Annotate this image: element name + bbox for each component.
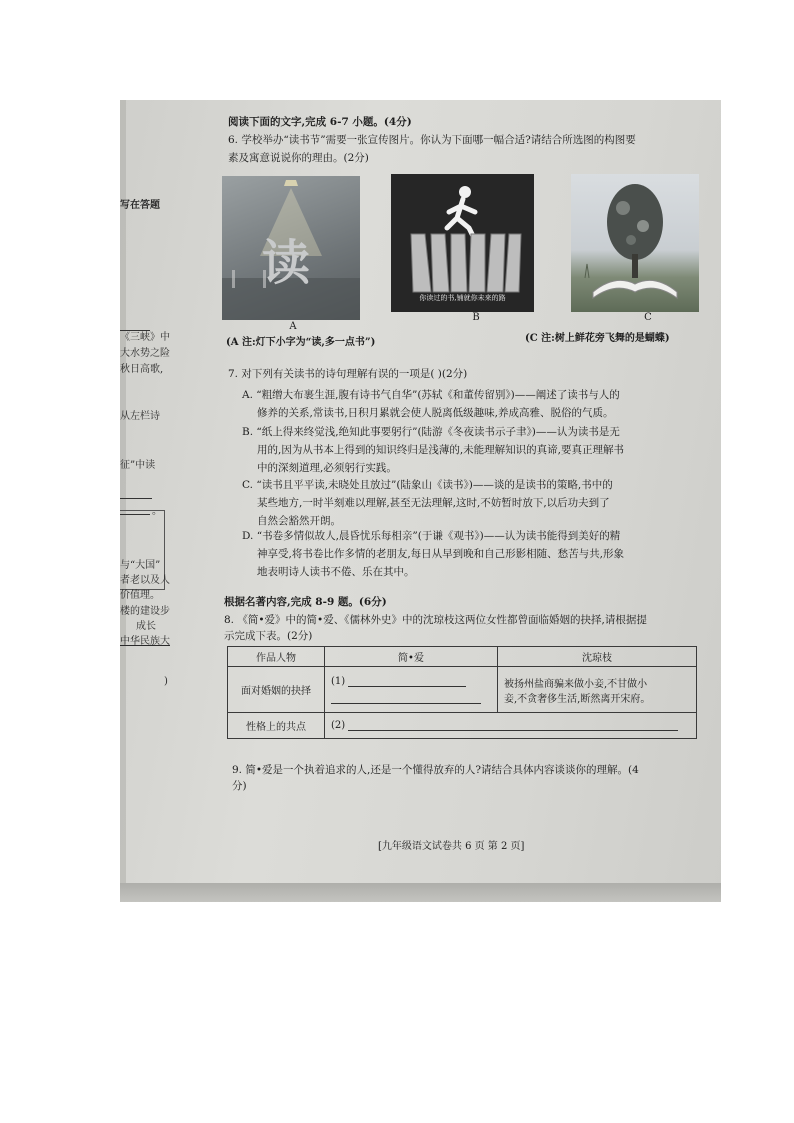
- option-a: A. “粗缯大布裹生涯,腹有诗书气自华”(苏轼《和董传留别》)——阐述了读书与人的 修养的关系,常读书,日积月累就会使人脱离低级趣味,养成高雅、脱俗的气质。: [242, 389, 620, 419]
- question-7-stem: 7. 对下列有关读书的诗句理解有误的一项是( )(2分): [228, 368, 468, 380]
- question-6-text-cont: 素及寓意说说你的理由。(2分): [228, 152, 369, 164]
- margin-fragment: 写在答题: [120, 200, 160, 211]
- question-8-text: 8. 《简•爱》中的简•爱、《儒林外史》中的沈琼枝这两位女性都曾面临婚姻的抉择,请根据提: [224, 614, 647, 626]
- question-9-text-cont: 分): [232, 780, 247, 792]
- poster-b-caption: 你读过的书,铺就你未来的路: [419, 294, 506, 302]
- margin-fragment: 大水势之险: [120, 348, 170, 359]
- margin-fragment: 秋日高歌,: [120, 364, 164, 375]
- margin-fragment: 成长: [136, 621, 156, 632]
- answer-blank-2[interactable]: (2): [325, 713, 697, 739]
- table-header: 沈琼枝: [498, 647, 697, 667]
- bottom-shadow: [120, 883, 721, 902]
- poster-a-text: 读: [262, 235, 311, 291]
- table-row-label: 面对婚姻的抉择: [228, 667, 325, 713]
- margin-fragment: 者老以及人: [120, 575, 170, 586]
- poster-b-label: B: [472, 312, 480, 323]
- poster-a: [222, 176, 360, 320]
- margin-fragment: 价值理。: [120, 590, 160, 601]
- question-6-text: 6. 学校举办“读书节”需要一张宣传图片。你认为下面哪一幅合适?请结合所选图的构图要: [228, 134, 636, 146]
- option-b: B. “纸上得来终觉浅,绝知此事要躬行”(陆游《冬夜读书示子聿》)——认为读书是无 用的,因为从书本上得到的知识终归是浅薄的,未能理解知识的真谛,要真正理解书 中的深刻道理,必须躬行实践。: [242, 426, 625, 474]
- margin-fragment: 中华民族大: [120, 636, 170, 647]
- option-d: D. “书卷多情似故人,晨昏忧乐每相亲”(于谦《观书》)——认为读书能得到美好的精 神享受,将书卷比作多情的老朋友,每日从早到晚和自己形影相随、愁苦与共,形象 地表明诗人读书不倦、乐在其中。: [242, 530, 625, 578]
- question-9-text: 9. 简•爱是一个执着追求的人,还是一个懂得放弃的人?请结合具体内容谈谈你的理解。(4: [232, 764, 639, 776]
- table-header: 作品人物: [228, 647, 325, 667]
- poster-c: [571, 174, 699, 312]
- poster-a-label: A: [289, 321, 297, 332]
- exam-photo: [120, 100, 721, 902]
- option-c: C. “读书且平平读,未晓处且放过”(陆象山《读书》)——谈的是读书的策略,书中的 某些地方,一时半刻难以理解,甚至无法理解,这时,不妨暂时放下,以后功夫到了 自然会豁然开朗。: [242, 479, 613, 527]
- left-shadow: [120, 100, 126, 902]
- poster-b: [391, 174, 534, 312]
- note-c: (C 注:树上鲜花旁飞舞的是蝴蝶): [525, 333, 670, 344]
- tree-on-book-icon: [571, 174, 699, 312]
- poster-c-label: C: [644, 312, 652, 323]
- table-header: 简•爱: [325, 647, 498, 667]
- table-cell: 被扬州盐商骗来做小妾,不甘做小 妾,不贪奢侈生活,断然离开宋府。: [498, 667, 697, 713]
- note-a: (A 注:灯下小字为“读,多一点书”): [226, 337, 376, 348]
- margin-fragment: 与“大国”: [120, 560, 161, 571]
- section-heading: 阅读下面的文字,完成 6-7 小题。(4分): [228, 116, 412, 128]
- page-footer: [九年级语文试卷共 6 页 第 2 页]: [378, 841, 525, 852]
- table-row-label: 性格上的共点: [228, 713, 325, 739]
- margin-fragment: 征”中读: [120, 460, 156, 471]
- margin-fragment: 《三峡》中: [120, 332, 170, 343]
- margin-fragment: ): [164, 676, 168, 687]
- margin-fragment: 楼的建设步: [120, 606, 170, 617]
- question-8-text-cont: 示完成下表。(2分): [224, 630, 313, 642]
- margin-fragment: 从左栏诗: [120, 411, 160, 422]
- answer-blank-1[interactable]: (1): [325, 667, 498, 713]
- section-heading: 根据名著内容,完成 8-9 题。(6分): [224, 596, 387, 608]
- q8-table: [227, 646, 697, 739]
- walking-person-icon: [391, 174, 534, 312]
- margin-fragment: 。: [152, 506, 162, 517]
